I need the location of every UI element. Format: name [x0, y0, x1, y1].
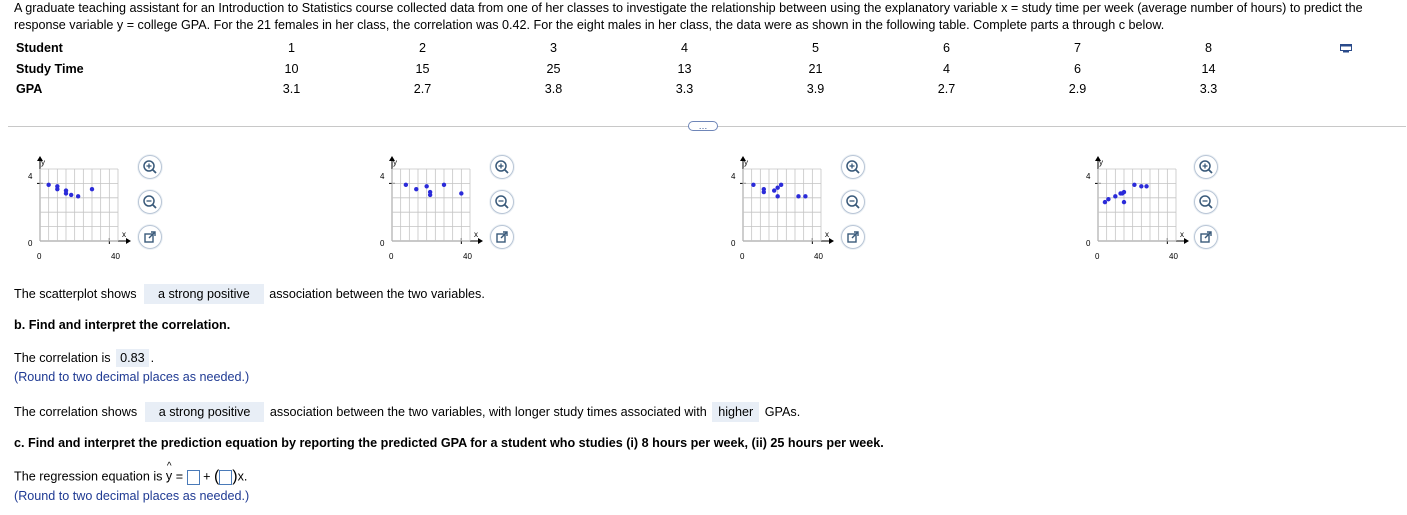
x-axis-arrow — [478, 238, 483, 244]
table-cell: 2.7 — [937, 82, 956, 97]
expand-icon — [1195, 226, 1217, 248]
table-cell: 3.3 — [1199, 82, 1218, 97]
expand-button[interactable] — [490, 225, 514, 249]
expand-button[interactable] — [138, 225, 162, 249]
x-tick-label: 40 — [1169, 252, 1178, 261]
table-cell: 21 — [808, 61, 823, 76]
table-cell: 2.9 — [1068, 82, 1087, 97]
association-answer-2[interactable]: a strong positive — [145, 402, 265, 422]
data-point — [1106, 197, 1110, 201]
interpretation-line — [14, 402, 800, 422]
table-cell: 3.3 — [675, 82, 694, 97]
x-tick-label: 0 — [389, 252, 394, 261]
data-point — [76, 194, 80, 198]
x-tick-label: 0 — [37, 252, 42, 261]
y-tick-label: 0 — [731, 239, 736, 248]
part-c-heading: c. Find and interpret the prediction equation by reporting the predicted GPA for a student who studies (i) 8 hours per week, (ii) 25 hours per week. — [14, 436, 884, 450]
static-text: The scatterplot shows — [14, 287, 137, 301]
association-answer[interactable]: a strong positive — [144, 284, 264, 304]
table-cell: 2 — [418, 41, 426, 56]
table-cell: 14 — [1201, 61, 1216, 76]
intercept-input[interactable] — [187, 470, 200, 485]
data-point — [779, 183, 783, 187]
static-text: The regression equation is — [14, 469, 163, 484]
data-point — [1122, 200, 1126, 204]
static-text: GPAs. — [764, 405, 801, 419]
rounding-hint-2: (Round to two decimal places as needed.) — [14, 489, 250, 503]
table-cell: 3.8 — [544, 82, 563, 97]
expand-button[interactable] — [841, 225, 865, 249]
zoom-out-icon — [1195, 191, 1217, 213]
x-axis-label: x — [122, 230, 126, 239]
data-point — [796, 194, 800, 198]
table-cell: 15 — [415, 61, 430, 76]
zoom-out-button[interactable] — [1194, 190, 1218, 214]
table-copy-icon[interactable] — [1340, 44, 1352, 53]
y-tick-label: 0 — [1086, 239, 1091, 248]
data-point — [775, 194, 779, 198]
zoom-out-button[interactable] — [841, 190, 865, 214]
data-point — [414, 187, 418, 191]
expand-button[interactable] — [1194, 225, 1218, 249]
zoom-in-button[interactable] — [841, 155, 865, 179]
x-tick-label: 0 — [740, 252, 745, 261]
y-axis-label: y — [1099, 158, 1103, 167]
y-variable: y — [165, 469, 173, 484]
static-text: association between the two variables, with longer study times associated with — [269, 405, 707, 419]
table-cell: 4 — [942, 61, 950, 76]
direction-answer[interactable]: higher — [712, 402, 759, 422]
open-paren: ( — [213, 468, 220, 485]
data-point — [442, 183, 446, 187]
table-row-student — [14, 38, 1274, 59]
y-tick-label: 4 — [1086, 172, 1091, 181]
problem-statement: A graduate teaching assistant for an Introduction to Statistics course collected data from one of her classes to investigate the relationship between using the explanatory variable x = study time per week (average number of hours) to predict the response variable y = college GPA. For the 21 females in her class, the correlation was 0.42. For the eight males in her class, the data were as shown in the following table. Complete parts a through c below. — [14, 1, 1363, 32]
static-text: association between the two variables. — [269, 287, 485, 301]
y-axis-label: y — [393, 158, 397, 167]
x-axis-arrow — [126, 238, 131, 244]
data-point — [1132, 183, 1136, 187]
close-paren: ) — [232, 468, 238, 485]
scatterplot-option-1[interactable] — [28, 155, 228, 265]
x-variable: x. — [237, 469, 248, 484]
static-text: The correlation shows — [14, 405, 138, 419]
x-tick-label: 40 — [463, 252, 472, 261]
table-cell: 6 — [942, 41, 950, 56]
y-axis-label: y — [41, 158, 45, 167]
static-text: . — [150, 351, 155, 365]
data-point — [772, 188, 776, 192]
row-header: GPA — [16, 82, 43, 97]
data-point — [64, 191, 68, 195]
scatterplot-option-2[interactable] — [380, 155, 580, 265]
table-cell: 3 — [549, 41, 557, 56]
x-tick-label: 40 — [814, 252, 823, 261]
scatterplot-option-3[interactable] — [731, 155, 931, 265]
data-point — [1113, 194, 1117, 198]
equals-sign: = — [175, 469, 184, 484]
y-tick-label: 4 — [731, 172, 736, 181]
expand-icon — [139, 226, 161, 248]
data-point — [751, 183, 755, 187]
row-header: Student — [16, 41, 63, 56]
table-cell: 4 — [680, 41, 688, 56]
y-tick-label: 4 — [28, 172, 33, 181]
table-cell: 3.1 — [282, 82, 301, 97]
table-row-study-time — [14, 59, 1274, 80]
data-point — [1122, 190, 1126, 194]
table-cell: 1 — [287, 41, 295, 56]
static-text: The correlation is — [14, 351, 111, 365]
data-point — [1144, 184, 1148, 188]
y-tick-label: 4 — [380, 172, 385, 181]
y-tick-label: 0 — [380, 239, 385, 248]
x-axis-arrow — [1184, 238, 1189, 244]
table-row-gpa — [14, 79, 1274, 100]
zoom-out-icon — [139, 191, 161, 213]
data-point — [424, 184, 428, 188]
x-axis-label: x — [474, 230, 478, 239]
correlation-line — [14, 349, 154, 367]
data-point — [404, 183, 408, 187]
zoom-in-icon — [1195, 156, 1217, 178]
data-point — [69, 193, 73, 197]
data-point — [428, 193, 432, 197]
zoom-in-button[interactable] — [1194, 155, 1218, 179]
data-point — [1103, 200, 1107, 204]
part-b-heading: b. Find and interpret the correlation. — [14, 318, 231, 332]
more-button[interactable]: … — [688, 121, 718, 131]
x-axis-label: x — [1180, 230, 1184, 239]
zoom-out-icon — [491, 191, 513, 213]
zoom-out-button[interactable] — [138, 190, 162, 214]
x-axis-label: x — [825, 230, 829, 239]
data-point — [90, 187, 94, 191]
x-tick-label: 40 — [111, 252, 120, 261]
expand-icon — [842, 226, 864, 248]
scatterplot-option-4[interactable] — [1086, 155, 1286, 265]
data-table — [14, 38, 1274, 100]
table-cell: 8 — [1204, 41, 1212, 56]
data-point — [55, 187, 59, 191]
table-cell: 25 — [546, 61, 561, 76]
data-point — [803, 194, 807, 198]
part-a-line — [14, 284, 485, 304]
zoom-in-icon — [842, 156, 864, 178]
y-hat-symbol — [165, 461, 173, 484]
data-point — [459, 191, 463, 195]
zoom-in-button[interactable] — [138, 155, 162, 179]
table-cell: 6 — [1073, 61, 1081, 76]
slope-input[interactable] — [219, 470, 232, 485]
plus-sign: + — [203, 469, 211, 484]
table-cell: 13 — [677, 61, 692, 76]
regression-equation-line — [14, 461, 248, 486]
data-point — [762, 190, 766, 194]
table-cell: 5 — [811, 41, 819, 56]
x-axis-arrow — [829, 238, 834, 244]
correlation-answer[interactable]: 0.83 — [116, 349, 149, 367]
data-point — [46, 183, 50, 187]
table-cell: 10 — [284, 61, 299, 76]
expand-icon — [491, 226, 513, 248]
zoom-in-button[interactable] — [490, 155, 514, 179]
zoom-out-icon — [842, 191, 864, 213]
data-point — [1139, 184, 1143, 188]
zoom-in-icon — [491, 156, 513, 178]
table-cell: 7 — [1073, 41, 1081, 56]
rounding-hint: (Round to two decimal places as needed.) — [14, 370, 250, 384]
table-cell: 2.7 — [413, 82, 432, 97]
zoom-out-button[interactable] — [490, 190, 514, 214]
data-point — [775, 186, 779, 190]
x-tick-label: 0 — [1095, 252, 1100, 261]
hat-symbol: ^ — [166, 461, 172, 473]
y-axis-label: y — [744, 158, 748, 167]
row-header: Study Time — [16, 61, 84, 76]
table-cell: 3.9 — [806, 82, 825, 97]
y-tick-label: 0 — [28, 239, 33, 248]
zoom-in-icon — [139, 156, 161, 178]
